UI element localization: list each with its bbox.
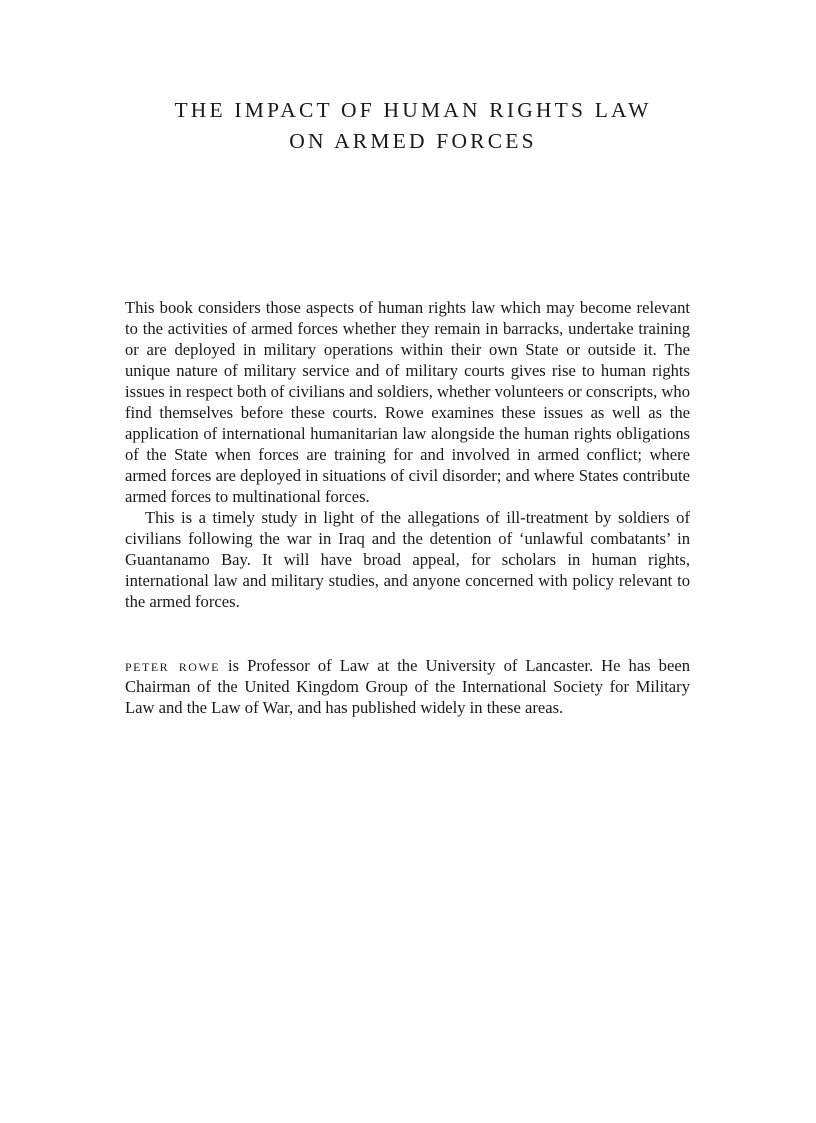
book-title-line-1: THE IMPACT OF HUMAN RIGHTS LAW bbox=[174, 98, 652, 122]
author-bio bbox=[125, 655, 690, 718]
description-paragraph-2: This is a timely study in light of the allegations of ill-treatment by soldiers of civilians following the war in Iraq and the detention of ‘unlawful combatants’ in Guantanamo Bay. It will have broad appeal, for scholars in human rights, international law and military studies, and anyone concerned with policy relevant to the armed forces. bbox=[125, 508, 690, 611]
book-title bbox=[0, 95, 816, 157]
book-title-line-2: ON ARMED FORCES bbox=[289, 129, 537, 153]
book-description bbox=[125, 297, 690, 612]
author-name: peter rowe bbox=[125, 656, 221, 675]
author-bio-text: is Professor of Law at the University of Lancaster. He has been Chairman of the United Kingdom Group of the International Society for Military Law and the Law of War, and has published widely in these areas. bbox=[125, 656, 690, 717]
description-paragraph-1: This book considers those aspects of human rights law which may become relevant to the activities of armed forces whether they remain in barracks, undertake training or are deployed in military operations within their own State or outside it. The unique nature of military service and of military courts gives rise to human rights issues in respect both of civilians and soldiers, whether volunteers or conscripts, who find themselves before these courts. Rowe examines these issues as well as the application of international humanitarian law alongside the human rights obligations of the State when forces are training for and involved in armed conflict; where armed forces are deployed in situations of civil disorder; and where States contribute armed forces to multinational forces. bbox=[125, 298, 690, 506]
